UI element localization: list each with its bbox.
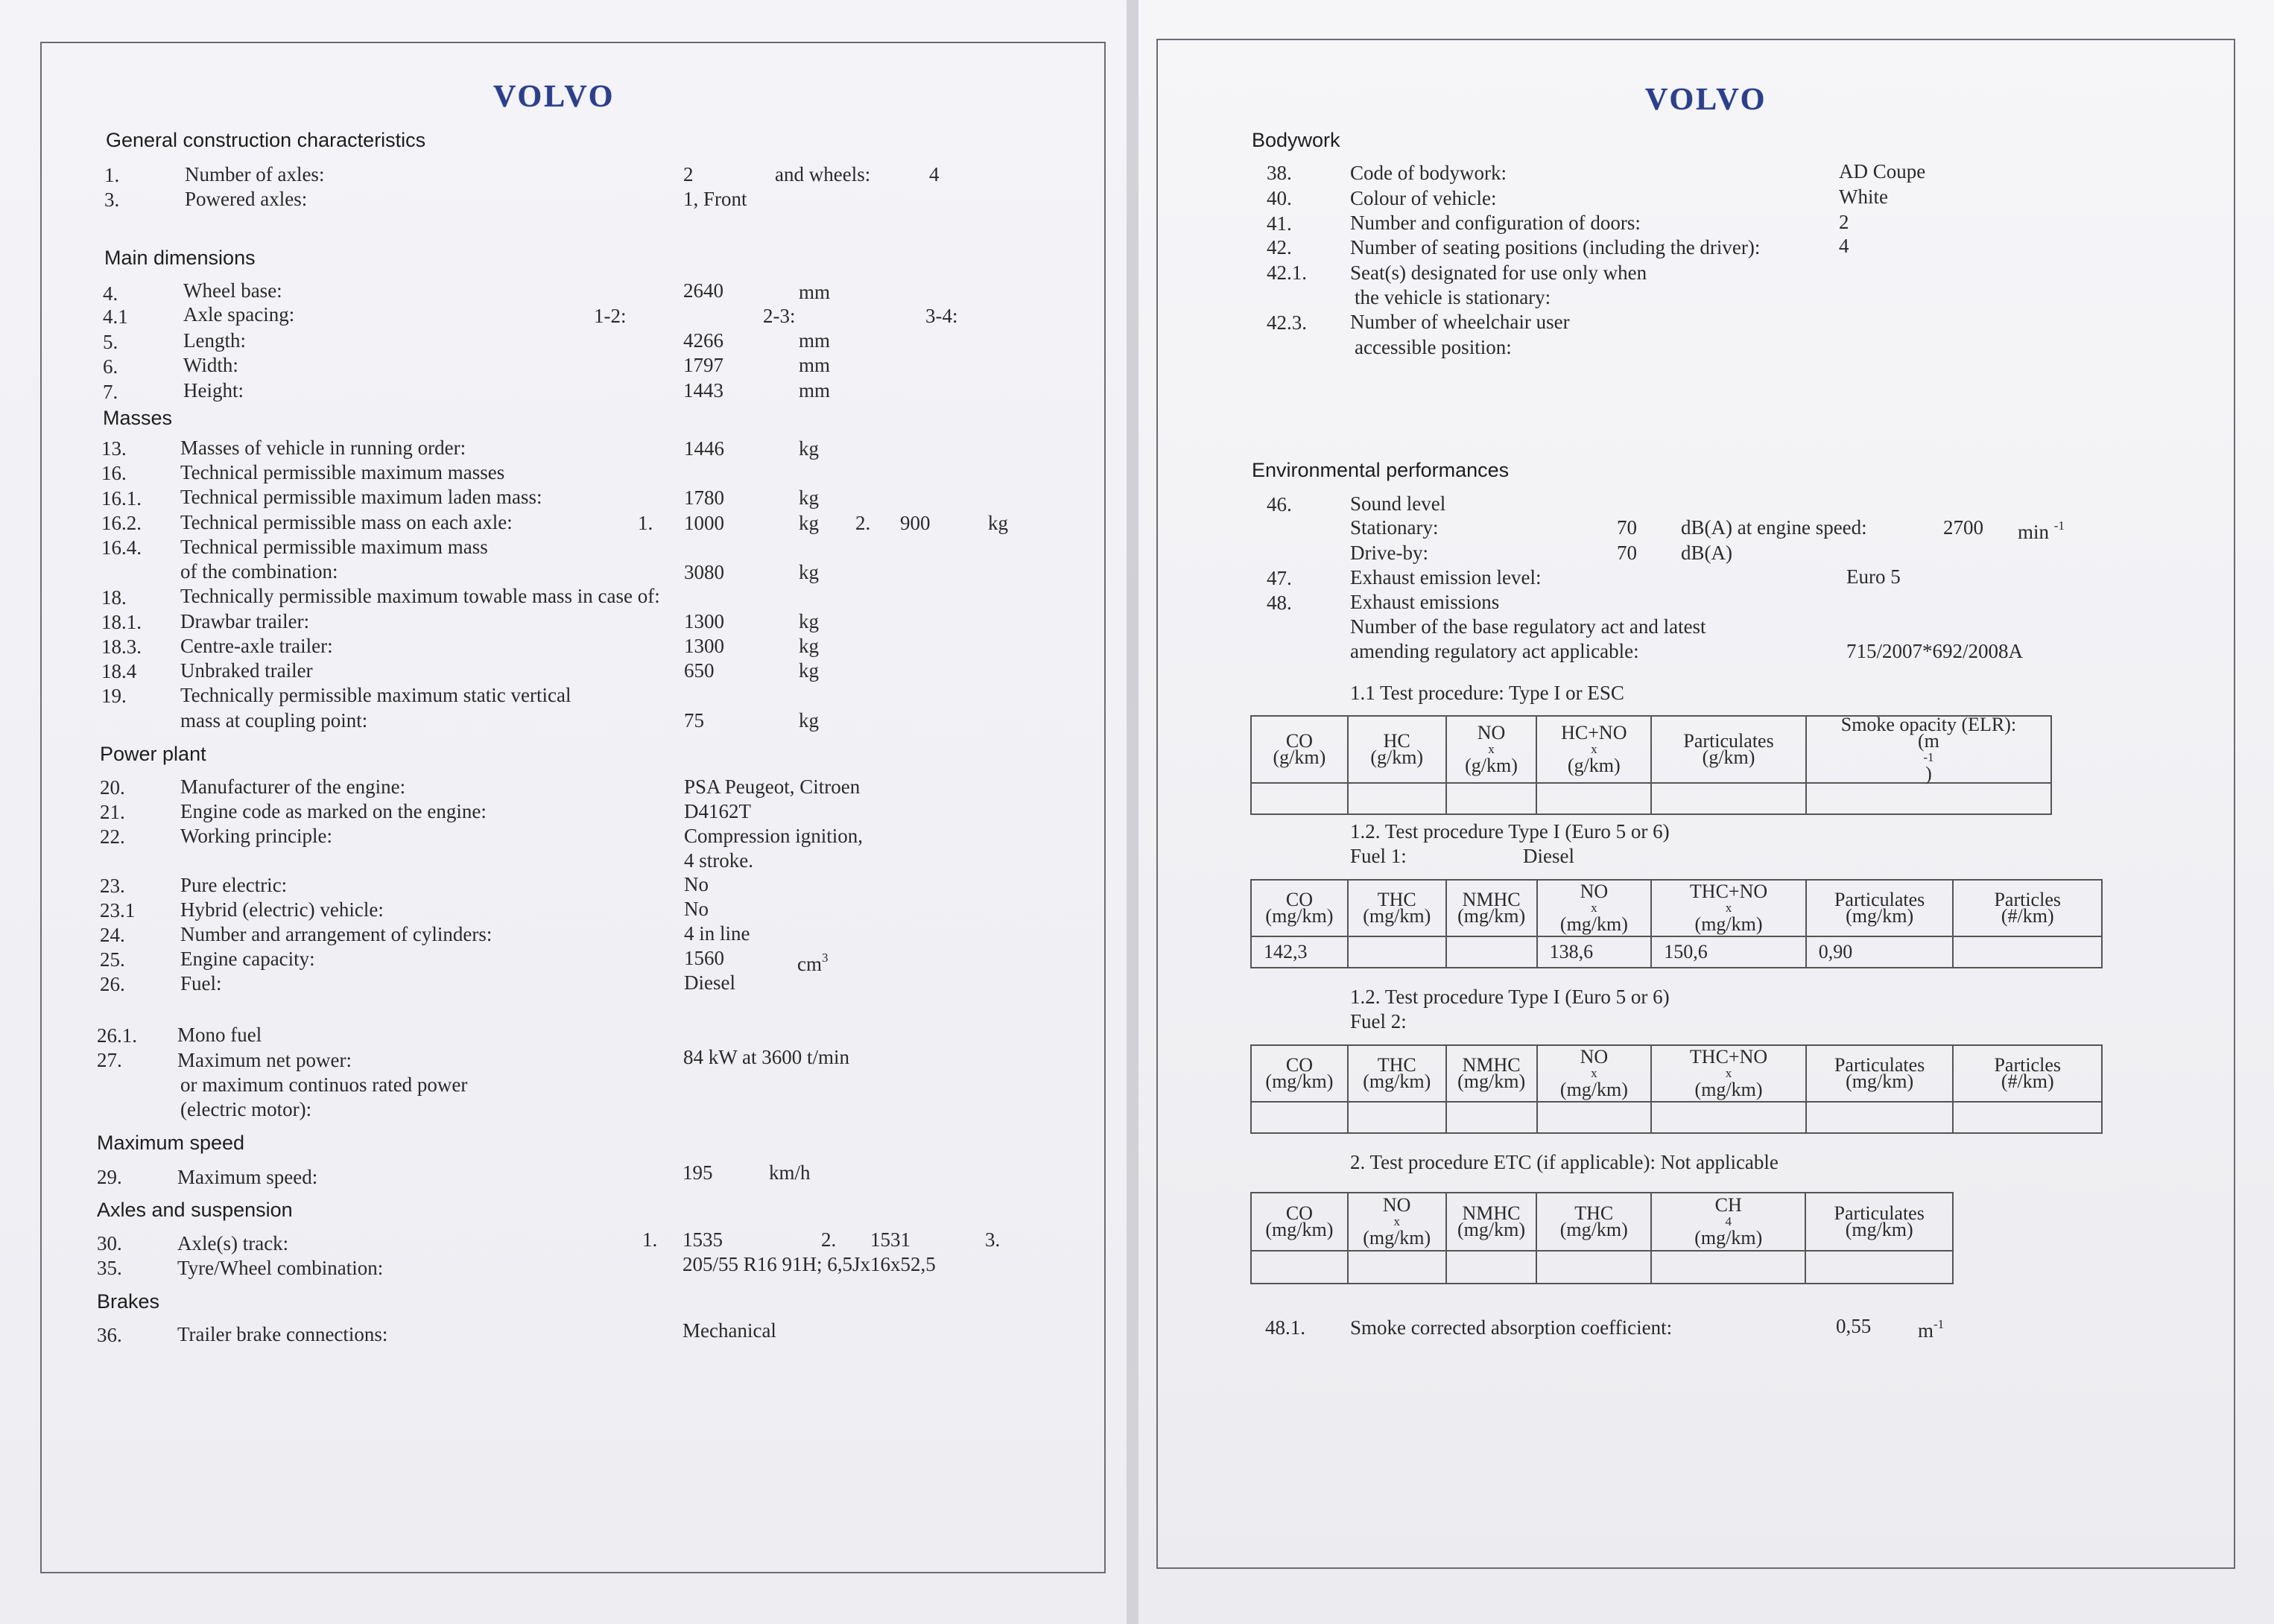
item-label: Length: bbox=[183, 329, 246, 352]
section-heading: Masses bbox=[103, 407, 173, 429]
item-value: 1446 bbox=[684, 437, 724, 460]
item-number: 42.3. bbox=[1267, 311, 1307, 334]
item-label: Number of axles: bbox=[185, 163, 325, 185]
item-value: 1780 bbox=[684, 486, 724, 509]
item-value: 195 bbox=[682, 1161, 713, 1184]
section-heading: Axles and suspension bbox=[97, 1199, 293, 1221]
item-unit: mm bbox=[799, 354, 831, 376]
item-unit: mm bbox=[799, 281, 831, 303]
column-header: CO (g/km) bbox=[1251, 716, 1348, 783]
table-cell bbox=[1446, 783, 1537, 814]
table-row bbox=[1251, 1251, 1953, 1284]
item-label: 1. bbox=[642, 1228, 658, 1251]
item-number: 3. bbox=[104, 188, 120, 211]
item-number: 18.4 bbox=[101, 660, 137, 682]
item-label: Manufacturer of the engine: bbox=[180, 775, 406, 798]
table-cell bbox=[1805, 1251, 1953, 1284]
item-number: 22. bbox=[100, 825, 125, 848]
column-header: Particulates (mg/km) bbox=[1806, 1045, 1954, 1102]
item-number: 16.1. bbox=[101, 487, 142, 510]
fuel-label: Fuel 1: bbox=[1350, 845, 1407, 867]
emissions-table-fuel-1 bbox=[1250, 879, 2103, 968]
column-header: NMHC (mg/km) bbox=[1446, 1193, 1537, 1251]
item-value: No bbox=[684, 873, 709, 895]
item-number: 30. bbox=[97, 1232, 122, 1255]
item-label: Mono fuel bbox=[177, 1024, 262, 1046]
item-label: Technical permissible maximum masses bbox=[180, 461, 505, 483]
column-header: THC (mg/km) bbox=[1348, 1045, 1446, 1102]
item-label: Axle(s) track: bbox=[177, 1232, 289, 1255]
column-header: CO (mg/km) bbox=[1251, 1193, 1348, 1251]
table-row bbox=[1251, 783, 2051, 814]
item-number: 6. bbox=[103, 355, 118, 378]
item-value: 1560 bbox=[684, 947, 724, 969]
item-label: or maximum continuos rated power bbox=[180, 1073, 468, 1096]
item-value: White bbox=[1839, 185, 1888, 208]
item-label: and wheels: bbox=[775, 163, 871, 185]
item-number: 27. bbox=[97, 1049, 122, 1071]
item-label: Code of bodywork: bbox=[1350, 162, 1507, 184]
table-caption: 1.2. Test procedure Type I (Euro 5 or 6) bbox=[1350, 820, 1670, 843]
item-value: 4 bbox=[1839, 235, 1849, 257]
item-label: accessible position: bbox=[1355, 336, 1512, 358]
table-cell bbox=[1806, 1102, 1954, 1133]
item-value: 1535 bbox=[682, 1228, 723, 1251]
column-header: CO (mg/km) bbox=[1251, 1045, 1348, 1102]
item-label: Maximum speed: bbox=[177, 1166, 318, 1188]
item-value: 1300 bbox=[684, 635, 724, 657]
table-cell bbox=[1251, 1102, 1348, 1133]
table-caption: 1.2. Test procedure Type I (Euro 5 or 6) bbox=[1350, 986, 1670, 1008]
column-header: NMHC (mg/km) bbox=[1446, 1045, 1537, 1102]
item-label: Drawbar trailer: bbox=[180, 610, 310, 632]
item-unit: kg bbox=[988, 512, 1008, 534]
table-cell bbox=[1651, 1251, 1805, 1284]
item-label: 3-4: bbox=[925, 305, 958, 327]
item-number: 16. bbox=[101, 462, 127, 484]
item-value: 1000 bbox=[684, 512, 724, 534]
column-header: NMHC (mg/km) bbox=[1446, 880, 1537, 936]
table-cell bbox=[1251, 783, 1348, 814]
item-value: PSA Peugeot, Citroen bbox=[684, 775, 861, 798]
item-unit: kg bbox=[799, 635, 819, 657]
item-label: Technically permissible maximum towable mass in case of: bbox=[180, 585, 660, 607]
item-value: Euro 5 bbox=[1846, 565, 1901, 588]
table-cell bbox=[1953, 1102, 2102, 1133]
table-cell bbox=[1348, 936, 1446, 968]
item-unit: kg bbox=[799, 561, 819, 583]
item-number: 26. bbox=[100, 973, 125, 995]
item-value: 1, Front bbox=[683, 188, 747, 210]
item-value: 650 bbox=[684, 659, 715, 682]
item-value: 1531 bbox=[870, 1228, 910, 1251]
item-label: Drive-by: bbox=[1350, 542, 1428, 564]
table-cell bbox=[1348, 1102, 1446, 1133]
item-label: Number of wheelchair user bbox=[1350, 311, 1570, 333]
section-heading: Maximum speed bbox=[97, 1132, 245, 1154]
item-label: Technical permissible maximum laden mass: bbox=[180, 486, 542, 508]
item-number: 18.3. bbox=[101, 635, 142, 658]
column-header: HC (g/km) bbox=[1348, 716, 1446, 783]
item-label: 2-3: bbox=[763, 305, 796, 327]
item-label: 2. bbox=[821, 1228, 837, 1251]
item-number: 1. bbox=[104, 164, 120, 186]
column-header: THC (mg/km) bbox=[1348, 880, 1446, 936]
item-number: 48. bbox=[1267, 591, 1292, 614]
table-row bbox=[1251, 936, 2102, 968]
item-label: the vehicle is stationary: bbox=[1355, 286, 1551, 308]
column-header: CH 4 (mg/km) bbox=[1651, 1193, 1805, 1251]
item-value: No bbox=[684, 898, 709, 920]
item-number: 16.4. bbox=[101, 536, 142, 559]
table-header-row bbox=[1251, 1193, 1953, 1251]
item-value: AD Coupe bbox=[1839, 160, 1926, 183]
table-cell bbox=[1536, 783, 1651, 814]
item-value: 4 bbox=[929, 163, 940, 185]
item-label: Tyre/Wheel combination: bbox=[177, 1257, 384, 1279]
item-label: amending regulatory act applicable: bbox=[1350, 640, 1639, 662]
table-cell bbox=[1446, 936, 1537, 968]
item-unit: mm bbox=[799, 329, 831, 352]
item-label: Hybrid (electric) vehicle: bbox=[180, 898, 384, 921]
item-label: Masses of vehicle in running order: bbox=[180, 437, 466, 459]
item-value: 70 bbox=[1617, 542, 1637, 564]
item-number: 23. bbox=[100, 875, 125, 897]
item-number: 47. bbox=[1267, 567, 1292, 589]
item-unit: kg bbox=[799, 512, 819, 534]
emissions-table-type1-esc bbox=[1250, 715, 2052, 815]
item-label: Stationary: bbox=[1350, 516, 1439, 539]
item-value: 2640 bbox=[683, 279, 723, 302]
item-unit: mm bbox=[799, 379, 831, 402]
item-number: 20. bbox=[100, 776, 125, 799]
column-header: THC (mg/km) bbox=[1536, 1193, 1651, 1251]
item-number: 23.1 bbox=[100, 899, 136, 922]
item-label: Smoke corrected absorption coefficient: bbox=[1350, 1316, 1673, 1339]
item-unit: km/h bbox=[769, 1161, 811, 1184]
item-label: Colour of vehicle: bbox=[1350, 187, 1497, 209]
item-label: Number of seating positions (including the driver): bbox=[1350, 236, 1761, 258]
column-header: NO x (g/km) bbox=[1446, 716, 1537, 783]
item-value: D4162T bbox=[684, 800, 751, 822]
item-value: 0,55 bbox=[1836, 1315, 1872, 1337]
item-value: 1797 bbox=[683, 354, 723, 376]
item-label: Trailer brake connections: bbox=[177, 1323, 388, 1345]
item-value: 4266 bbox=[683, 329, 723, 352]
item-label: Maximum net power: bbox=[177, 1049, 352, 1071]
item-number: 36. bbox=[97, 1324, 122, 1346]
table-cell: 142,3 bbox=[1251, 936, 1348, 968]
item-number: 41. bbox=[1267, 212, 1292, 235]
item-label: Width: bbox=[183, 354, 238, 376]
column-header: NO x (mg/km) bbox=[1537, 1045, 1652, 1102]
item-unit: $cm^3$ bbox=[797, 951, 829, 975]
item-value: 3080 bbox=[684, 561, 724, 583]
item-label: 3. bbox=[985, 1228, 1001, 1251]
item-value: Diesel bbox=[684, 971, 735, 994]
item-label: Fuel: bbox=[180, 972, 222, 995]
item-label: Number and arrangement of cylinders: bbox=[180, 923, 493, 945]
table-row bbox=[1251, 1102, 2102, 1133]
table-cell bbox=[1806, 783, 2051, 814]
item-number: 21. bbox=[100, 801, 125, 823]
column-header: Smoke opacity (ELR): (m -1 ) bbox=[1806, 716, 2051, 783]
item-label: 1. bbox=[638, 512, 653, 534]
item-number: 19. bbox=[101, 685, 127, 707]
fuel-label: Fuel 2: bbox=[1350, 1010, 1407, 1033]
column-header: NO x (mg/km) bbox=[1537, 880, 1652, 936]
table-header-row bbox=[1251, 880, 2102, 936]
table-caption: 2. Test procedure ETC (if applicable): Not applicable bbox=[1350, 1151, 1779, 1173]
item-number: 5. bbox=[103, 331, 118, 353]
table-cell bbox=[1348, 1251, 1446, 1284]
item-value: 205/55 R16 91H; 6,5Jx16x52,5 bbox=[682, 1253, 936, 1275]
item-number: 25. bbox=[100, 948, 125, 971]
item-label: Axle spacing: bbox=[183, 303, 295, 326]
table-cell bbox=[1953, 936, 2102, 968]
table-header-row bbox=[1251, 716, 2051, 783]
item-label: Technical permissible maximum mass bbox=[180, 536, 488, 558]
item-number: 42.1. bbox=[1267, 261, 1307, 284]
item-label: Unbraked trailer bbox=[180, 659, 313, 682]
section-heading: Bodywork bbox=[1252, 129, 1340, 151]
right-page bbox=[1138, 0, 2274, 1624]
item-unit: kg bbox=[799, 486, 819, 509]
item-label: of the combination: bbox=[180, 560, 338, 583]
left-page bbox=[0, 0, 1127, 1624]
item-label: Sound level bbox=[1350, 492, 1446, 515]
item-value: Mechanical bbox=[682, 1319, 776, 1342]
volvo-logo: VOLVO bbox=[493, 80, 615, 114]
section-heading: Power plant bbox=[100, 743, 206, 765]
item-unit: kg bbox=[799, 659, 819, 682]
item-label: 2. bbox=[855, 512, 871, 534]
table-header-row bbox=[1251, 1045, 2102, 1102]
item-value: 715/2007*692/2008A bbox=[1846, 640, 2024, 662]
table-cell bbox=[1251, 1251, 1348, 1284]
table-cell bbox=[1651, 1102, 1806, 1133]
table-cell: 150,6 bbox=[1651, 936, 1806, 968]
item-number: 18.1. bbox=[101, 611, 142, 633]
item-number: 16.2. bbox=[101, 512, 142, 534]
item-label: Engine code as marked on the engine: bbox=[180, 800, 487, 822]
item-value: 2700 bbox=[1943, 516, 1983, 539]
item-unit: dB(A) bbox=[1681, 542, 1732, 564]
item-unit: kg bbox=[799, 709, 819, 732]
item-label: 1-2: bbox=[594, 305, 627, 327]
item-number: 4. bbox=[103, 282, 118, 305]
item-label: Working principle: bbox=[180, 825, 333, 847]
item-number: 38. bbox=[1267, 162, 1292, 184]
section-heading: General construction characteristics bbox=[106, 129, 426, 151]
column-header: THC+NO x (mg/km) bbox=[1651, 880, 1806, 936]
item-label: Centre-axle trailer: bbox=[180, 635, 333, 657]
item-label: Wheel base: bbox=[183, 279, 282, 302]
table-cell bbox=[1651, 783, 1806, 814]
emissions-table-fuel-2 bbox=[1250, 1044, 2103, 1134]
table-cell bbox=[1446, 1102, 1537, 1133]
item-value: 4 stroke. bbox=[684, 849, 753, 872]
item-label: Powered axles: bbox=[185, 188, 308, 210]
item-number: 40. bbox=[1267, 187, 1292, 209]
item-number: 42. bbox=[1267, 236, 1292, 258]
item-value: 4 in line bbox=[684, 922, 750, 945]
item-unit: min $^{-1}$ bbox=[2018, 518, 2065, 543]
section-heading: Brakes bbox=[97, 1290, 160, 1313]
item-label: Seat(s) designated for use only when bbox=[1350, 261, 1647, 284]
item-number: 18. bbox=[101, 586, 127, 609]
item-number: 35. bbox=[97, 1257, 122, 1279]
item-unit: $m^{-1}$ bbox=[1918, 1317, 1945, 1342]
emissions-table-etc bbox=[1250, 1192, 1954, 1284]
fuel-value: Diesel bbox=[1523, 845, 1574, 867]
item-label: Technical permissible mass on each axle: bbox=[180, 511, 513, 533]
table-cell bbox=[1348, 783, 1446, 814]
item-value: 75 bbox=[684, 709, 704, 732]
section-heading: Main dimensions bbox=[104, 247, 256, 269]
column-header: Particulates (g/km) bbox=[1651, 716, 1806, 783]
item-value: 900 bbox=[900, 512, 931, 534]
item-number: 46. bbox=[1267, 493, 1292, 516]
section-heading: Environmental performances bbox=[1252, 459, 1510, 481]
column-header: THC+NO x (mg/km) bbox=[1651, 1045, 1806, 1102]
item-value: 84 kW at 3600 t/min bbox=[683, 1046, 849, 1068]
column-header: Particulates (mg/km) bbox=[1805, 1193, 1953, 1251]
item-label: Pure electric: bbox=[180, 874, 288, 896]
item-number: 4.1 bbox=[103, 305, 128, 328]
item-label: Technically permissible maximum static vertical bbox=[180, 684, 571, 706]
item-label: mass at coupling point: bbox=[180, 709, 368, 732]
item-unit: kg bbox=[799, 437, 819, 460]
item-value: 2 bbox=[1839, 211, 1849, 233]
item-label: Height: bbox=[183, 379, 244, 402]
item-label: Number and configuration of doors: bbox=[1350, 212, 1641, 234]
item-label: Engine capacity: bbox=[180, 948, 315, 970]
item-number: 29. bbox=[97, 1166, 122, 1188]
item-label: (electric motor): bbox=[180, 1098, 312, 1120]
table-cell bbox=[1446, 1251, 1537, 1284]
column-header: NO x (mg/km) bbox=[1348, 1193, 1446, 1251]
column-header: CO (mg/km) bbox=[1251, 880, 1348, 936]
item-number: 48.1. bbox=[1265, 1316, 1305, 1339]
item-label: Number of the base regulatory act and latest bbox=[1350, 615, 1706, 638]
item-value: 1300 bbox=[684, 610, 724, 632]
item-label: Exhaust emission level: bbox=[1350, 566, 1542, 589]
item-value: 70 bbox=[1617, 516, 1637, 539]
item-number: 26.1. bbox=[97, 1024, 137, 1047]
column-header: Particulates (mg/km) bbox=[1806, 880, 1954, 936]
column-header: HC+NO x (g/km) bbox=[1536, 716, 1651, 783]
item-number: 24. bbox=[100, 924, 125, 946]
item-label: Exhaust emissions bbox=[1350, 591, 1500, 613]
column-header: Particles (#/km) bbox=[1953, 880, 2102, 936]
volvo-logo: VOLVO bbox=[1645, 83, 1767, 117]
item-number: 13. bbox=[101, 437, 127, 460]
item-value: 1443 bbox=[683, 379, 723, 402]
item-unit: dB(A) at engine speed: bbox=[1681, 516, 1867, 539]
table-cell bbox=[1536, 1251, 1651, 1284]
table-caption: 1.1 Test procedure: Type I or ESC bbox=[1350, 682, 1624, 704]
table-cell: 138,6 bbox=[1537, 936, 1652, 968]
column-header: Particles (#/km) bbox=[1953, 1045, 2102, 1102]
item-number: 7. bbox=[103, 381, 118, 403]
table-cell bbox=[1537, 1102, 1652, 1133]
item-value: 2 bbox=[683, 163, 694, 185]
item-value: Compression ignition, bbox=[684, 825, 864, 847]
item-unit: kg bbox=[799, 610, 819, 632]
table-cell: 0,90 bbox=[1806, 936, 1954, 968]
